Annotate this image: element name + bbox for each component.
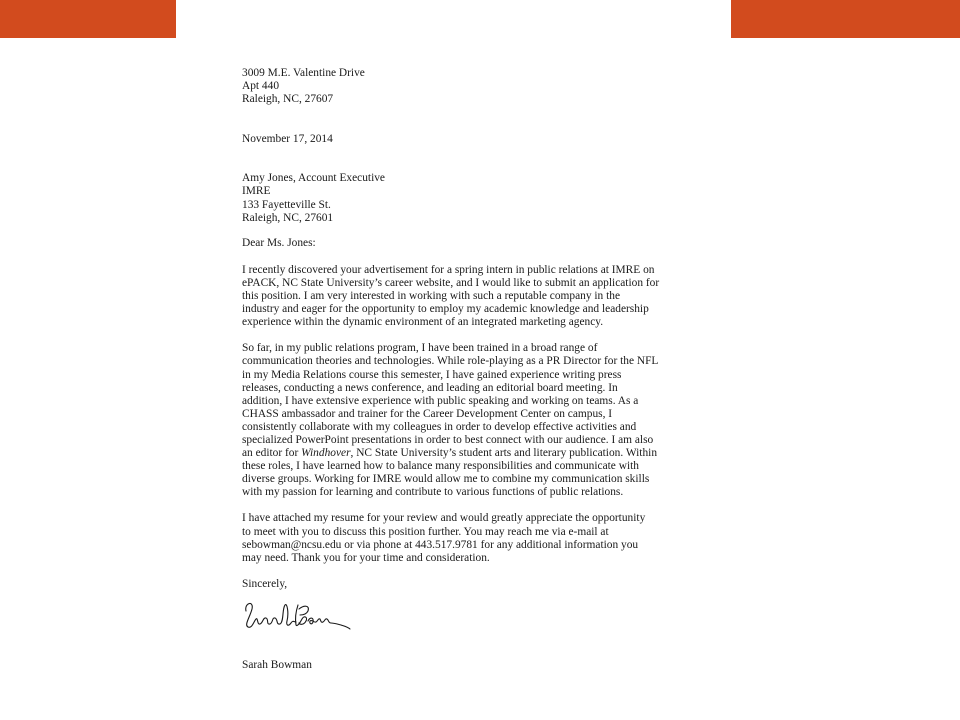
salutation: Dear Ms. Jones:	[242, 236, 316, 249]
paragraph-line: I have attached my resume for your review and would greatly appreciate the opportunity	[242, 512, 646, 525]
paragraph-line: this position. I am very interested in working with such a reputable company in the	[242, 290, 621, 303]
paragraph-line: to meet with you to discuss this position further. You may reach me via e-mail at	[242, 525, 609, 538]
sender-address	[242, 67, 682, 106]
sender-address-line: Raleigh, NC, 27607	[242, 93, 334, 106]
paragraph-line: addition, I have extensive experience with public speaking and working on teams. As a	[242, 394, 639, 407]
paragraph-line: So far, in my public relations program, I have been trained in a broad range of	[242, 342, 598, 355]
accent-bar-left	[0, 0, 176, 38]
paragraph-line: these roles, I have learned how to balance many responsibilities and communicate with	[242, 460, 639, 473]
body-paragraph-2	[242, 342, 682, 499]
body-paragraph-1	[242, 264, 682, 329]
paragraph-line: releases, conducting a news conference, and leading an editorial board meeting. In	[242, 381, 618, 394]
paragraph-line: communication theories and technologies. While role-playing as a PR Director for the NFL	[242, 355, 659, 368]
handwritten-signature	[242, 597, 354, 633]
paragraph-line: diverse groups. Working for IMRE would allow me to combine my communication skills	[242, 473, 650, 486]
closing: Sincerely,	[242, 577, 288, 590]
body-paragraph-3	[242, 512, 682, 564]
paragraph-line: experience within the dynamic environment of an integrated marketing agency.	[242, 316, 604, 329]
recipient-line: 133 Fayetteville St.	[242, 198, 331, 211]
sender-address-line: 3009 M.E. Valentine Drive	[242, 67, 365, 79]
paragraph-line: with my passion for learning and contribute to various functions of public relations.	[242, 486, 624, 499]
paragraph-line: industry and eager for the opportunity to employ my academic knowledge and leadership	[242, 303, 649, 316]
letter-date: November 17, 2014	[242, 133, 333, 146]
paragraph-line: sebowman@ncsu.edu or via phone at 443.517.9781 for any additional information you	[242, 538, 639, 551]
accent-bar-right	[731, 0, 960, 38]
paragraph-line: I recently discovered your advertisement for a spring intern in public relations at IMRE on	[242, 263, 655, 276]
paragraph-line: consistently collaborate with my colleagues in order to develop effective activities and	[242, 420, 637, 433]
cover-letter	[242, 67, 682, 672]
paragraph-line: may need. Thank you for your time and consideration.	[242, 551, 490, 564]
recipient-line: Raleigh, NC, 27601	[242, 211, 334, 224]
paragraph-line: in my Media Relations course this semester, I have gained experience writing press	[242, 368, 622, 381]
line-prefix: an editor for	[242, 447, 302, 460]
recipient-address	[242, 172, 682, 224]
signed-name: Sarah Bowman	[242, 658, 312, 671]
paragraph-line: ePACK, NC State University’s career website, and I would like to submit an application for	[242, 276, 660, 289]
recipient-line: Amy Jones, Account Executive	[242, 172, 385, 185]
paragraph-line: specialized PowerPoint presentations in order to best connect with our audience. I am also	[242, 433, 654, 446]
publication-title: Windhover	[301, 447, 351, 460]
line-suffix: , NC State University’s student arts and literary publication. Within	[350, 447, 658, 460]
paragraph-line: CHASS ambassador and trainer for the Career Development Center on campus, I	[242, 407, 613, 420]
recipient-line: IMRE	[242, 185, 271, 198]
paragraph-line-with-italic	[242, 447, 682, 460]
sender-address-line: Apt 440	[242, 80, 280, 93]
